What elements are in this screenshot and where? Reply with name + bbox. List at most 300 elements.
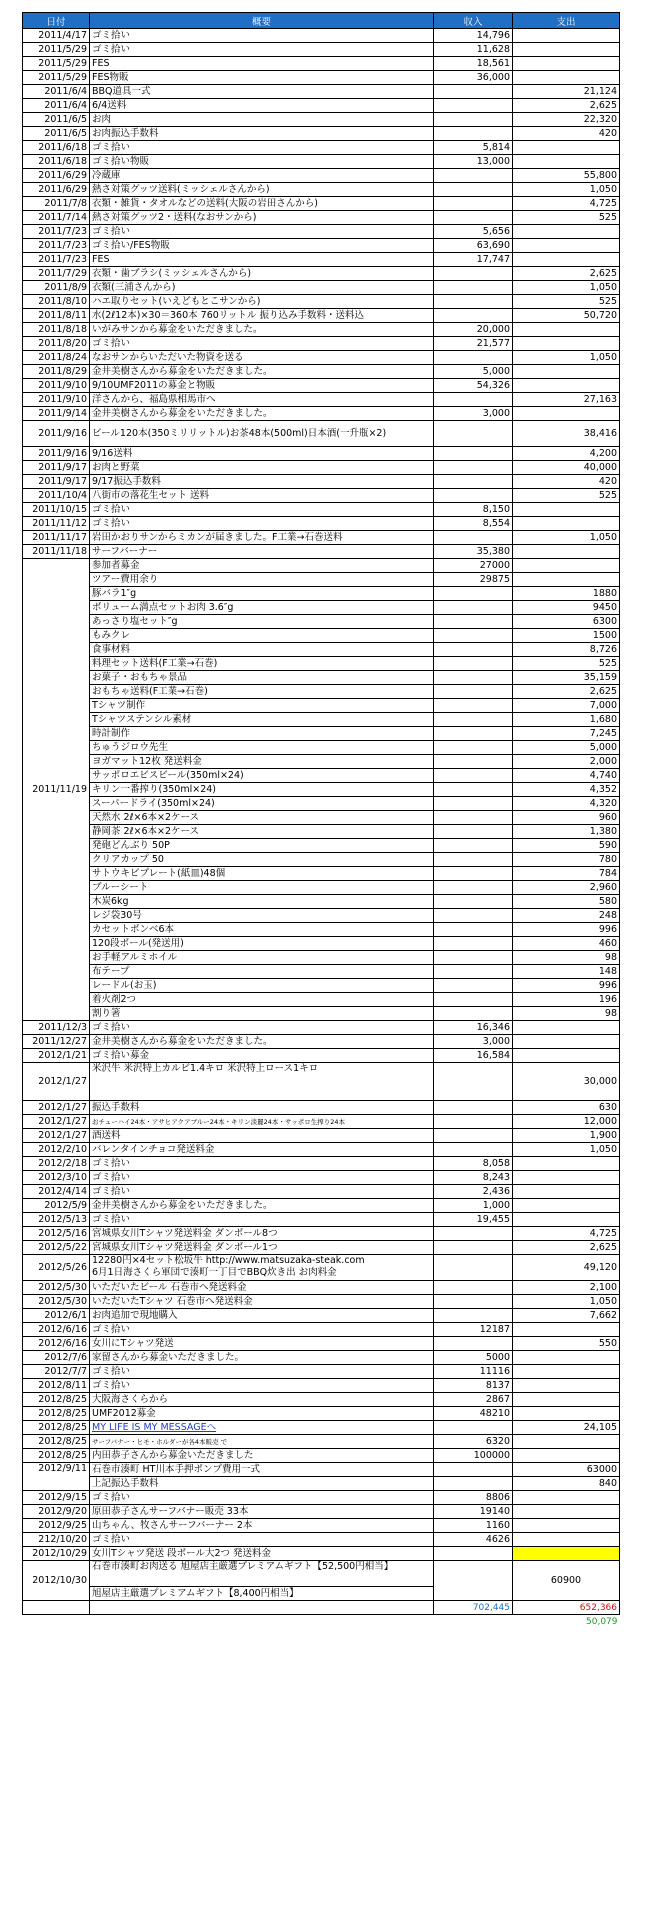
table-row [23,503,620,517]
date-cell: 2011/9/16 [23,447,90,461]
expense-cell: 550 [513,1337,620,1351]
expense-cell: 6300 [513,615,620,629]
desc-cell: ゴミ拾い [90,337,434,351]
expense-cell: 420 [513,475,620,489]
expense-cell [513,337,620,351]
income-cell [434,993,513,1007]
expense-cell [513,1505,620,1519]
table-row [23,1049,620,1063]
desc-cell: ゴミ拾い [90,1157,434,1171]
table-row [23,1035,620,1049]
expense-cell [513,1547,620,1561]
desc-cell: 衣類(三浦さんから) [90,281,434,295]
expense-cell [513,57,620,71]
income-cell [434,713,513,727]
expense-cell: 1,050 [513,1295,620,1309]
date-cell: 2012/6/16 [23,1323,90,1337]
date-cell: 2011/5/29 [23,71,90,85]
table-row [23,461,620,475]
income-cell [434,1241,513,1255]
desc-cell: 豚バラ1″g [90,587,434,601]
table-row [23,99,620,113]
expense-cell: 996 [513,979,620,993]
income-cell [434,197,513,211]
header-row [23,13,620,29]
desc-cell: 金井美樹さんから募金をいただきました。 [90,407,434,421]
blank-cell [90,1615,434,1629]
date-cell: 2011/7/23 [23,225,90,239]
income-cell [434,909,513,923]
expense-cell: 40,000 [513,461,620,475]
table-row [23,699,620,713]
table-row [23,1063,620,1101]
date-cell: 2011/8/11 [23,309,90,323]
desc-cell: 着火剤2つ [90,993,434,1007]
date-cell: 2012/1/27 [23,1101,90,1115]
desc-cell[interactable]: MY LIFE IS MY MESSAGEへ [90,1421,434,1435]
desc-line: 12280円×4セット松坂牛 http://www.matsuzaka-steak.com [92,1255,365,1266]
table-row [23,155,620,169]
desc-cell: ゴミ拾い [90,1379,434,1393]
desc-cell: レードル(お玉) [90,979,434,993]
table-row [23,559,620,573]
income-cell [434,421,513,447]
table-row [23,141,620,155]
desc-cell: ゴミ拾い [90,1533,434,1547]
date-cell: 2011/9/17 [23,461,90,475]
income-cell: 8,058 [434,1157,513,1171]
desc-cell: 衣類・歯ブラシ(ミッシェルさんから) [90,267,434,281]
expense-cell: 960 [513,811,620,825]
desc-cell: スーパードライ(350ml×24) [90,797,434,811]
expense-cell: 1,050 [513,351,620,365]
desc-cell: ゴミ拾い [90,1185,434,1199]
expense-cell: 1,050 [513,531,620,545]
table-row [23,71,620,85]
income-cell [434,867,513,881]
table-row [23,727,620,741]
date-cell: 2012/7/6 [23,1351,90,1365]
desc-cell: 水(2ℓ12本)×30＝360本 760リットル 振り込み手数料・送料込 [90,309,434,323]
table-row [23,1115,620,1129]
income-cell [434,531,513,545]
income-cell [434,1007,513,1021]
expense-cell [513,1185,620,1199]
income-cell: 11,628 [434,43,513,57]
date-cell: 2012/10/29 [23,1547,90,1561]
expense-cell [513,1519,620,1533]
date-cell: 2012/9/11 [23,1463,90,1491]
table-row [23,447,620,461]
income-cell [434,1255,513,1281]
income-cell: 14,796 [434,29,513,43]
date-cell: 2011/9/10 [23,379,90,393]
desc-cell: 割り箸 [90,1007,434,1021]
income-cell: 27000 [434,559,513,573]
desc-cell: 八街市の落花生セット 送料 [90,489,434,503]
desc-cell: クリアカップ 50 [90,853,434,867]
date-cell: 2012/8/11 [23,1379,90,1393]
expense-cell [513,1157,620,1171]
expense-cell: 2,625 [513,267,620,281]
balance-value: 50,079 [586,1616,618,1627]
desc-cell: なおサンからいただいた物資を送る [90,351,434,365]
expense-cell: 1,680 [513,713,620,727]
income-cell [434,1295,513,1309]
date-cell: 2011/6/29 [23,169,90,183]
income-cell: 2867 [434,1393,513,1407]
income-cell: 2,436 [434,1185,513,1199]
table-row [23,1547,620,1561]
desc-cell: ゴミ拾い [90,1365,434,1379]
table-row [23,43,620,57]
income-cell [434,1281,513,1295]
date-cell: 2012/1/27 [23,1115,90,1129]
income-cell [434,99,513,113]
expense-cell: 784 [513,867,620,881]
date-cell: 2011/12/27 [23,1035,90,1049]
income-cell [434,1477,513,1491]
date-cell: 2012/5/30 [23,1281,90,1295]
expense-cell: 50,720 [513,309,620,323]
expense-cell [513,573,620,587]
expense-cell: 38,416 [513,421,620,447]
income-cell: 54,326 [434,379,513,393]
desc-cell: 米沢牛 米沢特上カルビ1.4キロ 米沢特上ロース1キロ [90,1063,434,1101]
table-row [23,393,620,407]
expense-cell [513,1351,620,1365]
table-row [23,1171,620,1185]
income-cell: 29875 [434,573,513,587]
income-cell: 36,000 [434,71,513,85]
income-cell: 21,577 [434,337,513,351]
desc-cell: ちゅうジロウ先生 [90,741,434,755]
table-row [23,979,620,993]
expense-cell [513,253,620,267]
table-row [23,407,620,421]
income-cell [434,169,513,183]
date-cell: 2012/6/1 [23,1309,90,1323]
expense-cell [513,1449,620,1463]
income-cell: 1,000 [434,1199,513,1213]
income-cell [434,475,513,489]
income-cell [434,685,513,699]
table-row [23,1477,620,1491]
date-cell: 2012/5/26 [23,1255,90,1281]
expense-cell: 148 [513,965,620,979]
income-cell [434,727,513,741]
desc-cell: 布テープ [90,965,434,979]
expense-cell: 1,050 [513,1143,620,1157]
expense-cell [513,545,620,559]
desc-cell: 女川Tシャツ発送 段ボール大2つ 発送料金 [90,1547,434,1561]
desc-cell: お肉追加で現地購入 [90,1309,434,1323]
desc-cell: 石巻市湊町 HT川本手押ポンプ費用一式 [90,1463,434,1477]
table-row [23,281,620,295]
desc-cell: ゴミ拾い [90,29,434,43]
expense-cell [513,559,620,573]
expense-cell [513,323,620,337]
date-cell: 2011/10/15 [23,503,90,517]
expense-cell: 1,900 [513,1129,620,1143]
date-cell: 2011/7/23 [23,239,90,253]
income-cell: 4626 [434,1533,513,1547]
expense-cell [513,1491,620,1505]
table-row [23,85,620,99]
income-cell: 35,380 [434,545,513,559]
desc-cell: UMF2012募金 [90,1407,434,1421]
expense-cell: 7,000 [513,699,620,713]
header-date: 日付 [23,13,90,29]
income-cell [434,699,513,713]
desc-line: 6月1日海さくら軍団で湊町一丁目でBBQ炊き出 お肉料金 [92,1267,337,1278]
income-cell [434,769,513,783]
desc-cell: お手軽アルミホイル [90,951,434,965]
date-cell: 2011/6/5 [23,113,90,127]
desc-cell: 静岡茶 2ℓ×6本×2ケース [90,825,434,839]
income-cell: 8806 [434,1491,513,1505]
desc-cell: 料理セット送料(F工業→石巻) [90,657,434,671]
income-cell: 48210 [434,1407,513,1421]
income-cell [434,489,513,503]
income-cell [434,615,513,629]
date-cell: 2011/4/17 [23,29,90,43]
desc-cell: ゴミ拾い [90,1323,434,1337]
income-cell [434,979,513,993]
desc-cell: 衣類・雑貨・タオルなどの送料(大阪の岩田さんから) [90,197,434,211]
expense-cell: 60900 [513,1561,620,1601]
expense-cell: 525 [513,657,620,671]
table-row [23,1255,620,1281]
desc-cell: バレンタインチョコ発送料金 [90,1143,434,1157]
table-row [23,881,620,895]
income-cell: 17,747 [434,253,513,267]
table-row [23,657,620,671]
total-income: 702,445 [434,1601,513,1615]
date-cell: 2011/6/4 [23,99,90,113]
date-cell [23,1601,90,1615]
date-cell: 2012/9/15 [23,1491,90,1505]
date-cell: 2011/8/9 [23,281,90,295]
income-cell [434,1463,513,1477]
desc-cell: 酒送料 [90,1129,434,1143]
income-cell [434,1337,513,1351]
desc-cell: 振込手数料 [90,1101,434,1115]
income-cell [434,85,513,99]
table-row [23,225,620,239]
expense-cell: 21,124 [513,85,620,99]
table-row [23,475,620,489]
desc-cell: 女川にTシャツ発送 [90,1337,434,1351]
desc-cell: 原田恭子さんサーフバナー販売 33本 [90,1505,434,1519]
table-row [23,937,620,951]
table-row [23,1157,620,1171]
expense-cell: 63000 [513,1463,620,1477]
desc-cell: おチューハイ24本・アサヒアクアブルー24本・キリン淡麗24本・サッポロ生搾り24本 [90,1115,434,1129]
desc-cell: ゴミ拾い [90,1021,434,1035]
desc-cell: ゴミ拾い [90,1213,434,1227]
desc-cell: ゴミ拾い [90,43,434,57]
income-cell [434,587,513,601]
table-row [23,113,620,127]
income-cell [434,351,513,365]
desc-cell: 木炭6kg [90,895,434,909]
desc-cell: 宮城県女川Tシャツ発送料金 ダンボール8つ [90,1227,434,1241]
expense-cell: 27,163 [513,393,620,407]
date-cell: 2012/5/22 [23,1241,90,1255]
expense-cell [513,1049,620,1063]
table-row [23,993,620,1007]
table-row [23,587,620,601]
expense-cell [513,503,620,517]
expense-cell: 2,625 [513,685,620,699]
desc-cell: BBQ道具一式 [90,85,434,99]
expense-cell: 525 [513,295,620,309]
table-row [23,1505,620,1519]
table-row [23,183,620,197]
expense-cell: 1,050 [513,281,620,295]
blank-cell [23,1615,90,1629]
income-cell: 20,000 [434,323,513,337]
desc-cell: 9/16送料 [90,447,434,461]
desc-cell: サッポロエビスビール(350ml×24) [90,769,434,783]
table-row [23,783,620,797]
table-row [23,615,620,629]
desc-cell: 大阪海さくらから [90,1393,434,1407]
desc-cell: いがみサンから募金をいただきました。 [90,323,434,337]
date-cell: 2011/11/17 [23,531,90,545]
expense-cell: 55,800 [513,169,620,183]
desc-cell: ゴミ拾い [90,225,434,239]
table-row [23,867,620,881]
table-row [23,601,620,615]
date-cell: 2012/1/27 [23,1063,90,1101]
income-cell [434,1421,513,1435]
expense-cell: 7,662 [513,1309,620,1323]
table-row [23,1241,620,1255]
table-row [23,1533,620,1547]
table-row [23,365,620,379]
income-cell: 63,690 [434,239,513,253]
expense-cell: 420 [513,127,620,141]
expense-cell [513,1365,620,1379]
totals-row [23,1601,620,1615]
table-row [23,965,620,979]
expense-cell: 7,245 [513,727,620,741]
table-row [23,741,620,755]
expense-cell: 2,000 [513,755,620,769]
date-cell: 2011/9/14 [23,407,90,421]
expense-cell: 98 [513,1007,620,1021]
table-row [23,643,620,657]
income-cell [434,267,513,281]
date-cell: 2012/5/13 [23,1213,90,1227]
desc-cell: 家留さんから募金いただきました。 [90,1351,434,1365]
desc-cell: ゴミ拾い [90,1171,434,1185]
expense-cell [513,517,620,531]
table-row [23,351,620,365]
table-row [23,211,620,225]
income-cell [434,309,513,323]
expense-cell [513,71,620,85]
income-cell [434,601,513,615]
desc-cell: 上記振込手数料 [90,1477,434,1491]
date-cell: 2011/11/19 [23,559,90,1021]
date-cell: 2012/8/25 [23,1435,90,1449]
desc-cell: ゴミ拾い/FES物販 [90,239,434,253]
table-row [23,57,620,71]
desc-cell: 金井美樹さんから募金をいただきました。 [90,1035,434,1049]
expense-cell [513,365,620,379]
table-row [23,1449,620,1463]
table-row [23,1309,620,1323]
table-row [23,29,620,43]
expense-cell [513,155,620,169]
date-cell: 2012/8/25 [23,1393,90,1407]
income-cell [434,211,513,225]
expense-cell: 35,159 [513,671,620,685]
table-row [23,253,620,267]
expense-cell [513,1021,620,1035]
income-cell [434,741,513,755]
desc-cell: Tシャツ制作 [90,699,434,713]
income-cell: 5,814 [434,141,513,155]
income-cell [434,755,513,769]
table-row [23,1435,620,1449]
income-cell [434,643,513,657]
income-cell [434,881,513,895]
income-cell [434,853,513,867]
desc-cell: 内田恭子さんから募金いただきました [90,1449,434,1463]
desc-cell: 旭屋店主厳選プレミアムギフト【8,400円相当】 [90,1587,434,1601]
date-cell: 2012/1/27 [23,1129,90,1143]
table-row [23,1365,620,1379]
expense-cell: 98 [513,951,620,965]
income-cell: 1160 [434,1519,513,1533]
desc-cell: 冷蔵庫 [90,169,434,183]
expense-cell: 30,000 [513,1063,620,1101]
date-cell: 2011/9/10 [23,393,90,407]
expense-cell [513,225,620,239]
desc-cell: 天然水 2ℓ×6本×2ケース [90,811,434,825]
date-cell: 2011/7/8 [23,197,90,211]
expense-cell: 2,960 [513,881,620,895]
expense-cell: 996 [513,923,620,937]
table-row [23,1351,620,1365]
expense-cell [513,1533,620,1547]
table-row [23,379,620,393]
expense-cell: 4,725 [513,1227,620,1241]
expense-cell: 4,725 [513,197,620,211]
expense-cell [513,141,620,155]
date-cell: 2011/6/18 [23,141,90,155]
table-row [23,517,620,531]
income-cell [434,965,513,979]
income-cell [434,657,513,671]
expense-cell: 840 [513,1477,620,1491]
desc-cell: ゴミ拾い [90,1491,434,1505]
expense-cell [513,1407,620,1421]
income-cell [434,839,513,853]
income-cell: 12187 [434,1323,513,1337]
table-row [23,923,620,937]
table-row [23,309,620,323]
desc-cell: 時計制作 [90,727,434,741]
desc-cell: ゴミ拾い募金 [90,1049,434,1063]
desc-cell: 岩田かおりサンからミカンが届きました。F工業→石巻送料 [90,531,434,545]
desc-cell: ゴミ拾い物販 [90,155,434,169]
table-row [23,825,620,839]
